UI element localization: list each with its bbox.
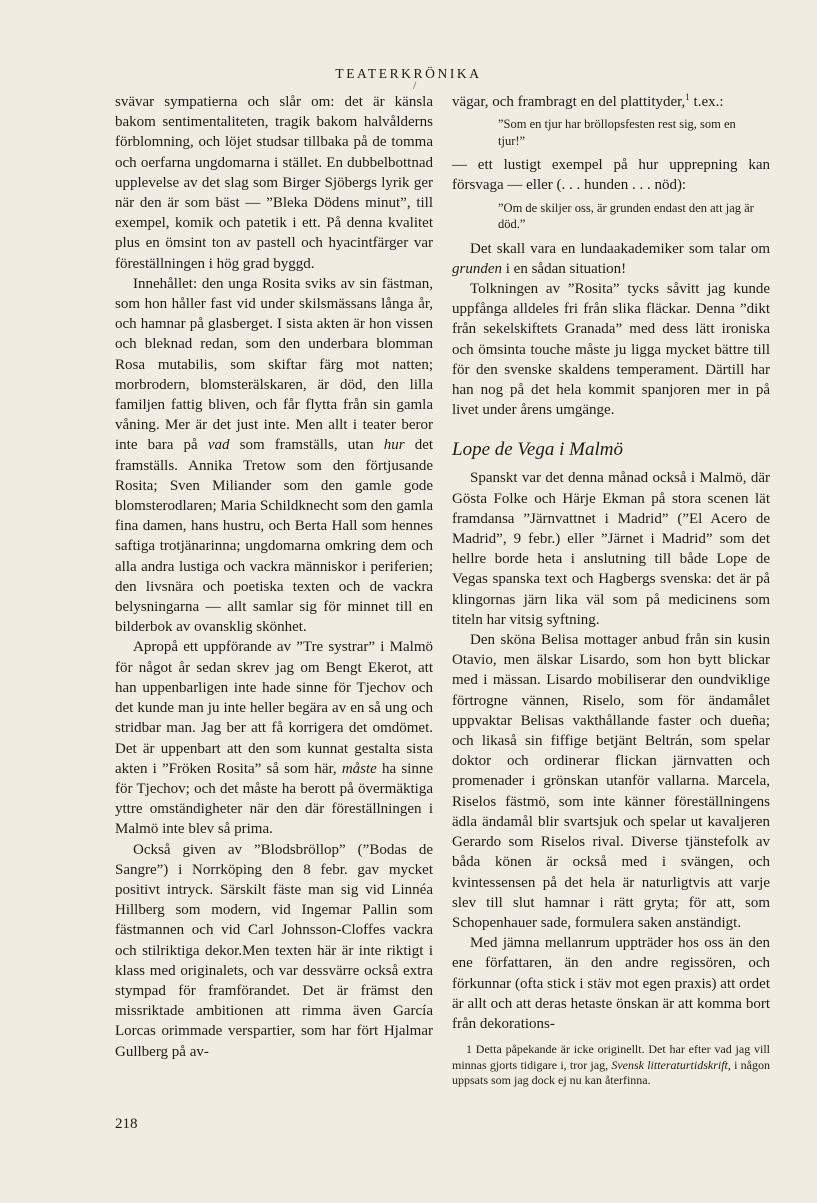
italic-word: vad — [207, 437, 230, 454]
paragraph — [452, 239, 770, 279]
paragraph-text: det framställs. — [115, 437, 434, 474]
paragraph-text: Apropå ett uppförande av ”Tre systrar” i Malmö för något år sedan skrev jag om Bengt Ekerot, att han uppenbarligen inte hade sinne för Tjechov och det kunde man ju inte heller begära av en så ung och stridbar man. Jag ber att få korrigera det omdömet. Det är uppenbart att den som kunnat gestalta sista akten i ”Fröken Rosita” så som här, — [115, 639, 433, 777]
running-header: TEATERKRÖNIKA — [335, 66, 482, 81]
italic-word: grunden — [452, 260, 502, 277]
paragraph — [115, 274, 433, 638]
paragraph: Också given av ”Blodsbröllop” (”Bodas de Sangre”) i Norrköping den 8 febr. gav mycket positivt intryck. Särskilt fäste man sig vid Linnéa Hillberg som modern, vid Ingemar Pallin som fästmannen och vid Carl Johnsson-Cloffes vackra och stilriktiga dekor.Men texten här är inte riktigt i klass med originalets, och var dessvärre också extra stympad för framförandet. Det är främst den missriktade ambitionen att rimma även García Lorcas orimmade verspartier, som har fört Hjalmar Gullberg på av- — [115, 841, 433, 1060]
italic-word: måste — [341, 760, 377, 777]
page-number: 218 — [115, 1116, 138, 1132]
paragraph-text: ha sinne för Tjechov; och det måste ha berott på övermäktiga yttre omständigheter när den där föreställningen i Malmö inte blev så prima. — [115, 760, 434, 838]
footnote — [452, 1042, 770, 1089]
paragraph: Den sköna Belisa mottager anbud från sin kusin Otavio, men älskar Lisardo, som hon bytt blickar med i mässan. Lisardo mobiliserar den oundviklige förtrogne vännen, Riselo, som för ändamålet uppvaktar Belisas vakthållande faster och dueña; och likaså sin fiffige betjänt Beltrán, som spelar doktor och ordinerar flickan järnvatten och promenader i grönskan utanför vallarna. Marcela, Riselos fästmö, som inte känner föreställningens ädla ändamål blir svartsjuk och spelar ut kavaljeren Gerardo som Riselos rival. Diverse tjänstefolk av båda könen är också med i svängen, och kvintessensen på det hela är naturligtvis att varje slev till slut hamnar i rätt gryta; för att, som Schopenhauer sade, formulera saken anständigt. — [452, 632, 770, 931]
footnote-text: i någon uppsats som jag dock ej nu kan återfinna. — [452, 1057, 771, 1088]
paragraph — [115, 637, 433, 839]
paragraph-text: i en sådan situation! — [505, 260, 627, 277]
verse-quote: ”Om de skiljer oss, är grunden endast den att jag är död.” — [498, 200, 754, 232]
verse-quote: ”Som en tjur har bröllopsfesten rest sig, som en tjur!” — [498, 117, 736, 148]
paragraph — [452, 92, 770, 112]
page-mark: / — [413, 78, 417, 92]
italic-word: hur — [383, 437, 405, 454]
paragraph-text: Innehållet: den unga Rosita sviks av sin fästman, som hon håller fast vid under skilsmässans långa år, och hamnar på glasberget. I sista akten är hon vissen och bleknad redan, som den underbara blomman Rosa mutabilis, som skiftar färg mot natten; morbrodern, blomsterälskaren, är död, den lilla familjen fattig bliven, och får flytta från sin gamla våning. Mer är det just inte. Men allt i teater beror inte bara på — [115, 275, 433, 454]
paragraph: svävar sympatierna och slår om: det är känsla bakom sentimentaliteten, tragik bakom halvålderns förblomning, och löjet studsar tillbaka på de tomma och oerfarna ungdomarna i stället. En dubbelbottnad upplevelse av det slag som Birger Sjöbergs lyrik ger när den är som bäst — ”Bleka Dödens minut”, till exempel, komik och patetik i ett. På denna kvalitet plus en ömsint ton av pastell och hyacintfärger var föreställningen i hög grad byggd. — [115, 94, 433, 272]
paragraph: Med jämna mellanrum uppträder hos oss än den ene författaren, än den andre regissören, och förkunnar (ofta stick i stäv mot egen praxis) att ordet är allt och att deras hetaste önskan är att komma bort från dekorations- — [452, 935, 770, 1032]
paragraph-text: Det skall vara en lundaakademiker som talar om — [470, 240, 770, 257]
footnote-number: 1 — [466, 1042, 472, 1057]
paragraph: — ett lustigt exempel på hur upprepning kan försvaga — eller (. . . hunden . . . nöd): — [452, 157, 770, 194]
paragraph: Tolkningen av ”Rosita” tycks såvitt jag kunde uppfånga alldeles fri från slika fläckar. Denna ”dikt från sekelskiftets Granada” med dess lätt ironiska och ömsinta touche måste ju ligga mycket bättre till för den svenske skaldens temperament. Därtill har han nog på det hela kommit spanjoren mer in på livet under årens umgänge. — [452, 281, 770, 419]
left-column — [115, 92, 433, 1062]
paragraph-text: Annika Tretow som den förtjusande Rosita; Sven Miliander som den gamle gode blomsterodlaren; Maria Schildknecht som den gamla fina damen, hans hustru, och Berta Hall som hennes saftiga trotjänarinna; ungdomarna omkring dem och alla andra lustiga och vackra människor i periferien; den livsnära och poetiska texten och de vackra belysningarna — allt samlar sig för minnet till en bilderbok av ovansklig skönhet. — [115, 457, 433, 636]
section-heading: Lope de Vega i Malmö — [452, 439, 623, 461]
paragraph-text: som framställs, utan — [239, 437, 374, 454]
paragraph-text: t.ex.: — [689, 94, 724, 110]
footnote-italic: Svensk litteraturtidskrift, — [611, 1057, 731, 1072]
paragraph-text: vägar, och frambragt en del plattityder, — [452, 94, 686, 110]
footnote-ref: 1 — [685, 92, 690, 102]
right-column — [452, 92, 770, 1089]
paragraph: Spanskt var det denna månad också i Malmö, där Gösta Folke och Härje Ekman på stora scenen lät framdansa ”Järnvattnet i Madrid” (”El Acero de Madrid”, 9 febr.) eller ”Järnet i Madrid” som det hellre borde heta i anslutning till både Lope de Vegas spanska text och Hagbergs svenska: det är på klingornas järn lika väl som på medicinens som titeln har vitsig syftning. — [452, 470, 770, 628]
footnote-text: Detta påpekande är icke originellt. Det har efter vad jag vill minnas gjorts tidigare i, tror jag, — [452, 1042, 770, 1072]
